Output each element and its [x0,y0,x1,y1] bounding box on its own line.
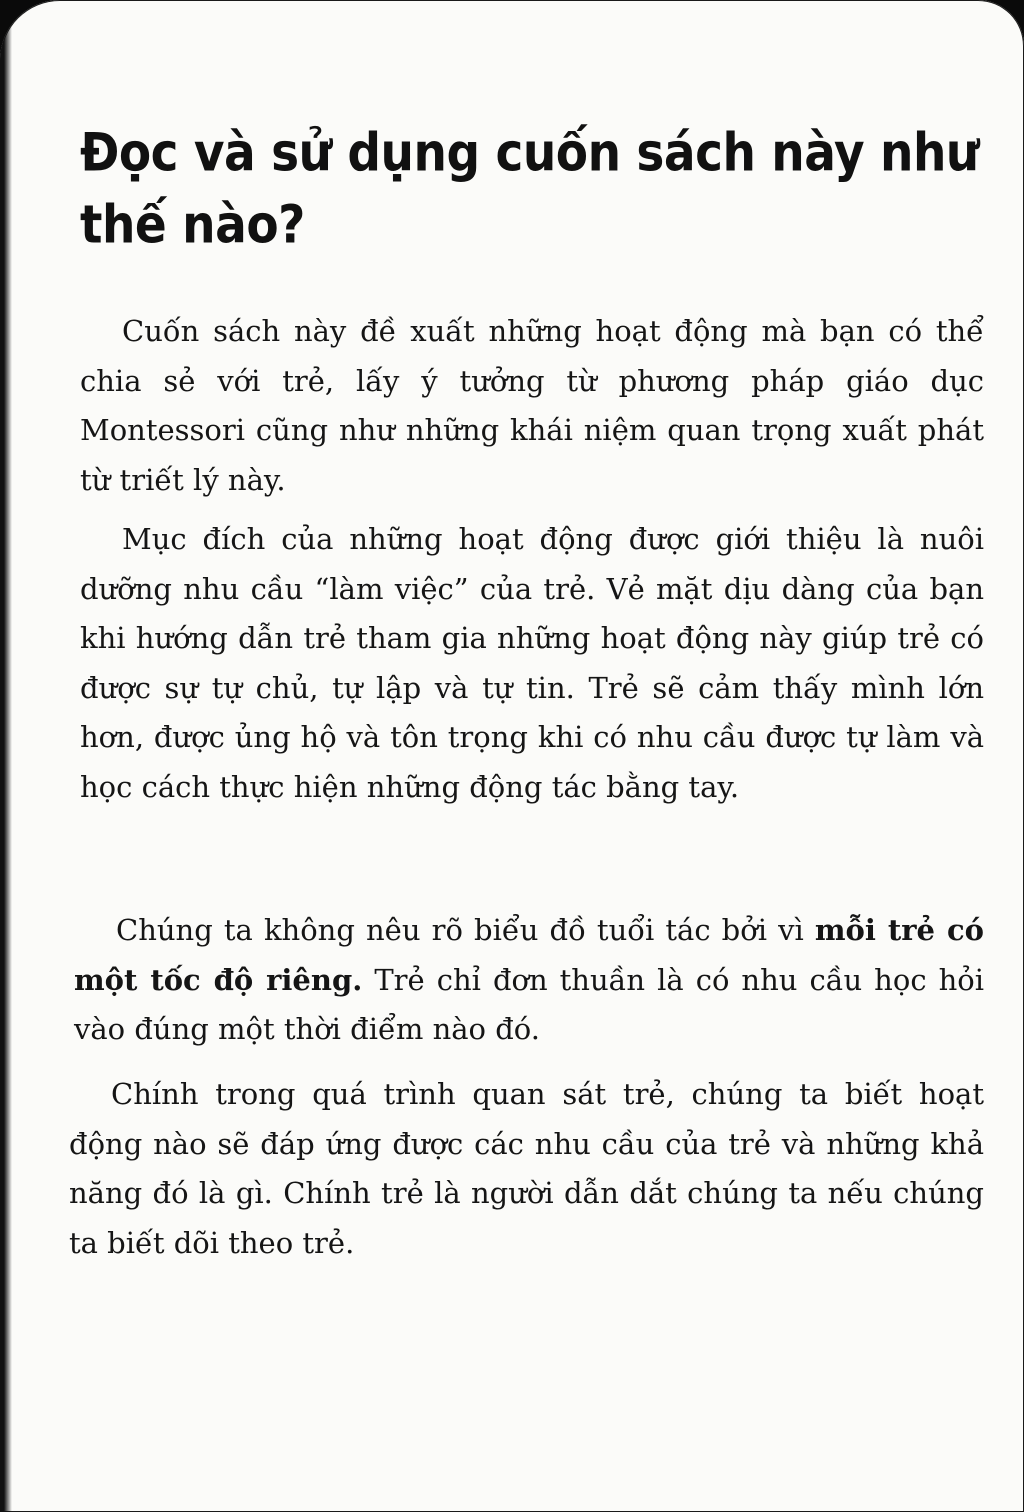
paragraph-observation: Chính trong quá trình quan sát trẻ, chúng ta biết hoạt động nào sẽ đáp ứng được các nhu cầu của trẻ và những khả năng đó là gì. Chính trẻ là người dẫn dắt chúng ta nếu chúng ta biết dõi theo trẻ. [69,1077,984,1260]
title-line-1: Đọc và sử dụng cuốn sách này như [80,122,979,185]
paragraph-purpose: Mục đích của những hoạt động được giới thiệu là nuôi dưỡng nhu cầu “làm việc” của trẻ. Vẻ mặt dịu dàng của bạn khi hướng dẫn trẻ tham gia những hoạt động này giúp trẻ có được sự tự chủ, tự lập và tự tin. Trẻ sẽ cảm thấy mình lớn hơn, được ủng hộ và tôn trọng khi có nhu cầu được tự làm và học cách thực hiện những động tác bằng tay. [80,522,984,804]
page-edge-shadow [0,0,30,1512]
title-line-2: thế nào? [80,194,305,256]
age-text-after: Trẻ chỉ đơn thuần là có nhu cầu học hỏi vào đúng một thời điểm nào đó. [74,962,984,1046]
page-title [80,118,980,261]
age-text-before: Chúng ta không nêu rõ biểu đồ tuổi tác bởi vì [116,913,815,947]
paragraph-intro: Cuốn sách này đề xuất những hoạt động mà bạn có thể chia sẻ với trẻ, lấy ý tưởng từ phương pháp giáo dục Montessori cũng như những khái niệm quan trọng xuất phát từ triết lý này. [80,314,984,497]
paragraph-age-chart [74,906,984,1055]
age-text-emphasis: mỗi trẻ có một tốc độ riêng. [74,913,984,997]
